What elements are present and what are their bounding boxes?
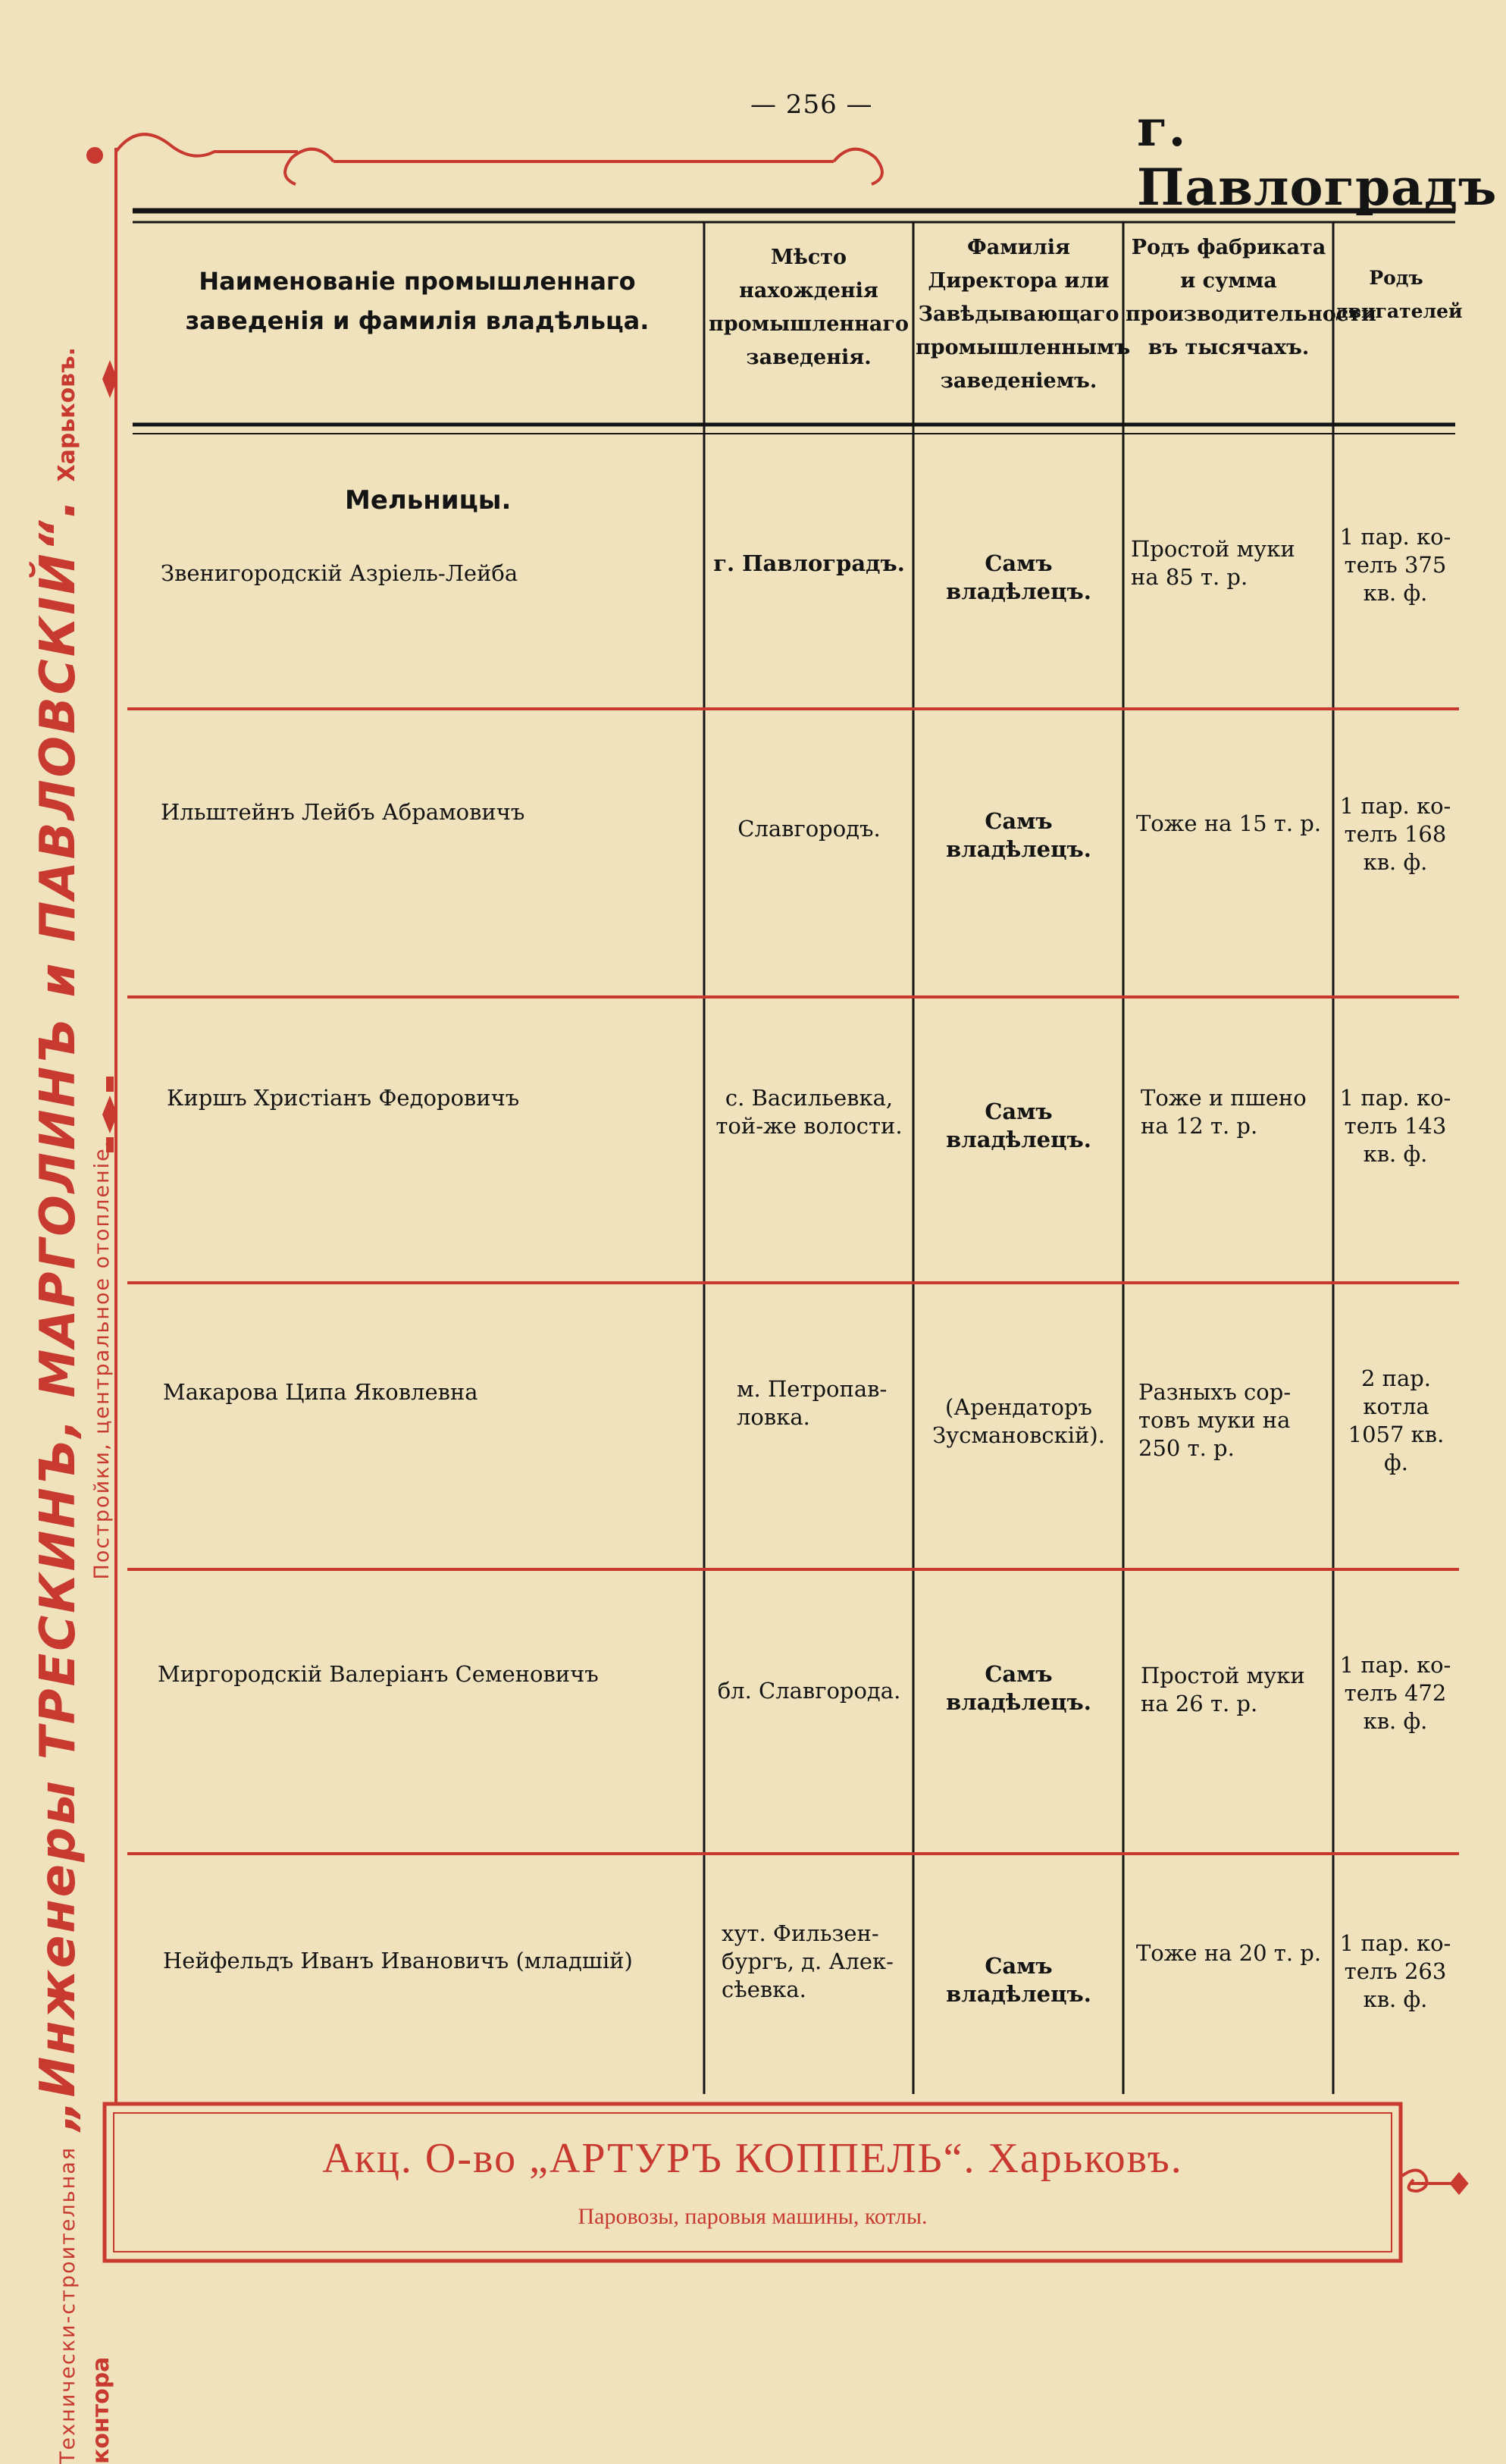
side-advert-city: Харьковъ.: [54, 346, 80, 482]
row-name: Киршъ Христіанъ Федоровичъ: [167, 1085, 520, 1111]
side-advert-name: „Инженеры ТРЕСКИНЪ, МАРГОЛИНЪ и ПАВЛОВСКІЙ“.: [30, 497, 86, 2131]
side-advert-prefix2: контора: [88, 2356, 114, 2464]
row-product: Простой муки на 85 т. р.: [1131, 536, 1295, 590]
page-number: — 256 —: [750, 89, 873, 120]
side-advert-services: Постройки, центральное отопленіе.: [90, 1139, 114, 1580]
section-title: Мельницы.: [345, 485, 512, 516]
row-director: Самъ владѣлецъ.: [946, 808, 1091, 862]
row-product: Простой муки на 26 т. р.: [1141, 1663, 1305, 1716]
row-director: Самъ владѣлецъ.: [946, 1099, 1091, 1152]
table-grid: [133, 211, 1463, 2094]
advert-title: Акц. О-во „АРТУРЪ КОППЕЛЬ“. Харьковъ.: [322, 2135, 1183, 2182]
row-name: Нейфельдъ Иванъ Ивановичъ (младшій): [163, 1948, 633, 1973]
column-header-name: Наименованіе промышленнаго заведенія и фамилія владѣльца.: [185, 267, 650, 335]
row-place: бл. Славгорода.: [717, 1678, 901, 1704]
side-advert-prefix: Технически-строительная: [56, 2146, 80, 2464]
row-engine: 1 пар. ко- телъ 143 кв. ф.: [1339, 1085, 1451, 1167]
row-product: Тоже на 15 т. р.: [1135, 810, 1322, 836]
advert-subtitle: Паровозы, паровыя машины, котлы.: [578, 2204, 928, 2229]
column-header-director: Фамилія Директора или Завѣдывающаго промышленнымъ заведеніемъ.: [916, 236, 1131, 393]
page-title: г. Павлоградъ: [1137, 99, 1498, 217]
row-director: (Арендаторъ Зусмановскій).: [932, 1394, 1105, 1448]
row-place: хут. Фильзен- бургъ, д. Алек- сѣевка.: [722, 1920, 894, 2002]
row-product: Тоже на 20 т. р.: [1135, 1940, 1322, 1966]
row-engine: 2 пар. котла 1057 кв. ф.: [1348, 1365, 1445, 1475]
row-director: Самъ владѣлецъ.: [946, 550, 1091, 604]
row-place: м. Петропав- ловка.: [737, 1376, 888, 1430]
row-place: с. Васильевка, той-же волости.: [715, 1085, 903, 1139]
column-header-product: Родъ фабриката и сумма производительности въ тысячахъ.: [1126, 236, 1376, 359]
column-header-place: Мѣсто нахожденія промышленнаго заведенія.: [709, 246, 909, 369]
column-header-engine: Родъ двигателей: [1335, 267, 1463, 322]
row-name: Макарова Ципа Яковлевна: [163, 1379, 478, 1405]
row-engine: 1 пар. ко- телъ 263 кв. ф.: [1339, 1930, 1451, 2012]
row-name: Звенигородскій Азріель-Лейба: [161, 560, 518, 586]
right-flourish-icon: [1402, 2171, 1467, 2193]
row-engine: 1 пар. ко- телъ 472 кв. ф.: [1339, 1652, 1451, 1734]
row-name: Миргородскій Валеріанъ Семеновичъ: [158, 1661, 599, 1687]
row-director: Самъ владѣлецъ.: [946, 1953, 1091, 2007]
bottom-advert: [105, 2104, 1401, 2261]
row-engine: 1 пар. ко- телъ 168 кв. ф.: [1339, 793, 1451, 875]
row-product: Тоже и пшено на 12 т. р.: [1141, 1085, 1307, 1139]
row-director: Самъ владѣлецъ.: [946, 1661, 1091, 1715]
row-place: Славгородъ.: [737, 816, 881, 842]
top-ornament-icon: [88, 134, 882, 184]
row-name: Ильштейнъ Лейбъ Абрамовичъ: [161, 799, 525, 825]
row-place: г. Павлоградъ.: [713, 550, 905, 576]
row-engine: 1 пар. ко- телъ 375 кв. ф.: [1339, 524, 1451, 606]
row-product: Разныхъ сор- товъ муки на 250 т. р.: [1138, 1379, 1292, 1461]
